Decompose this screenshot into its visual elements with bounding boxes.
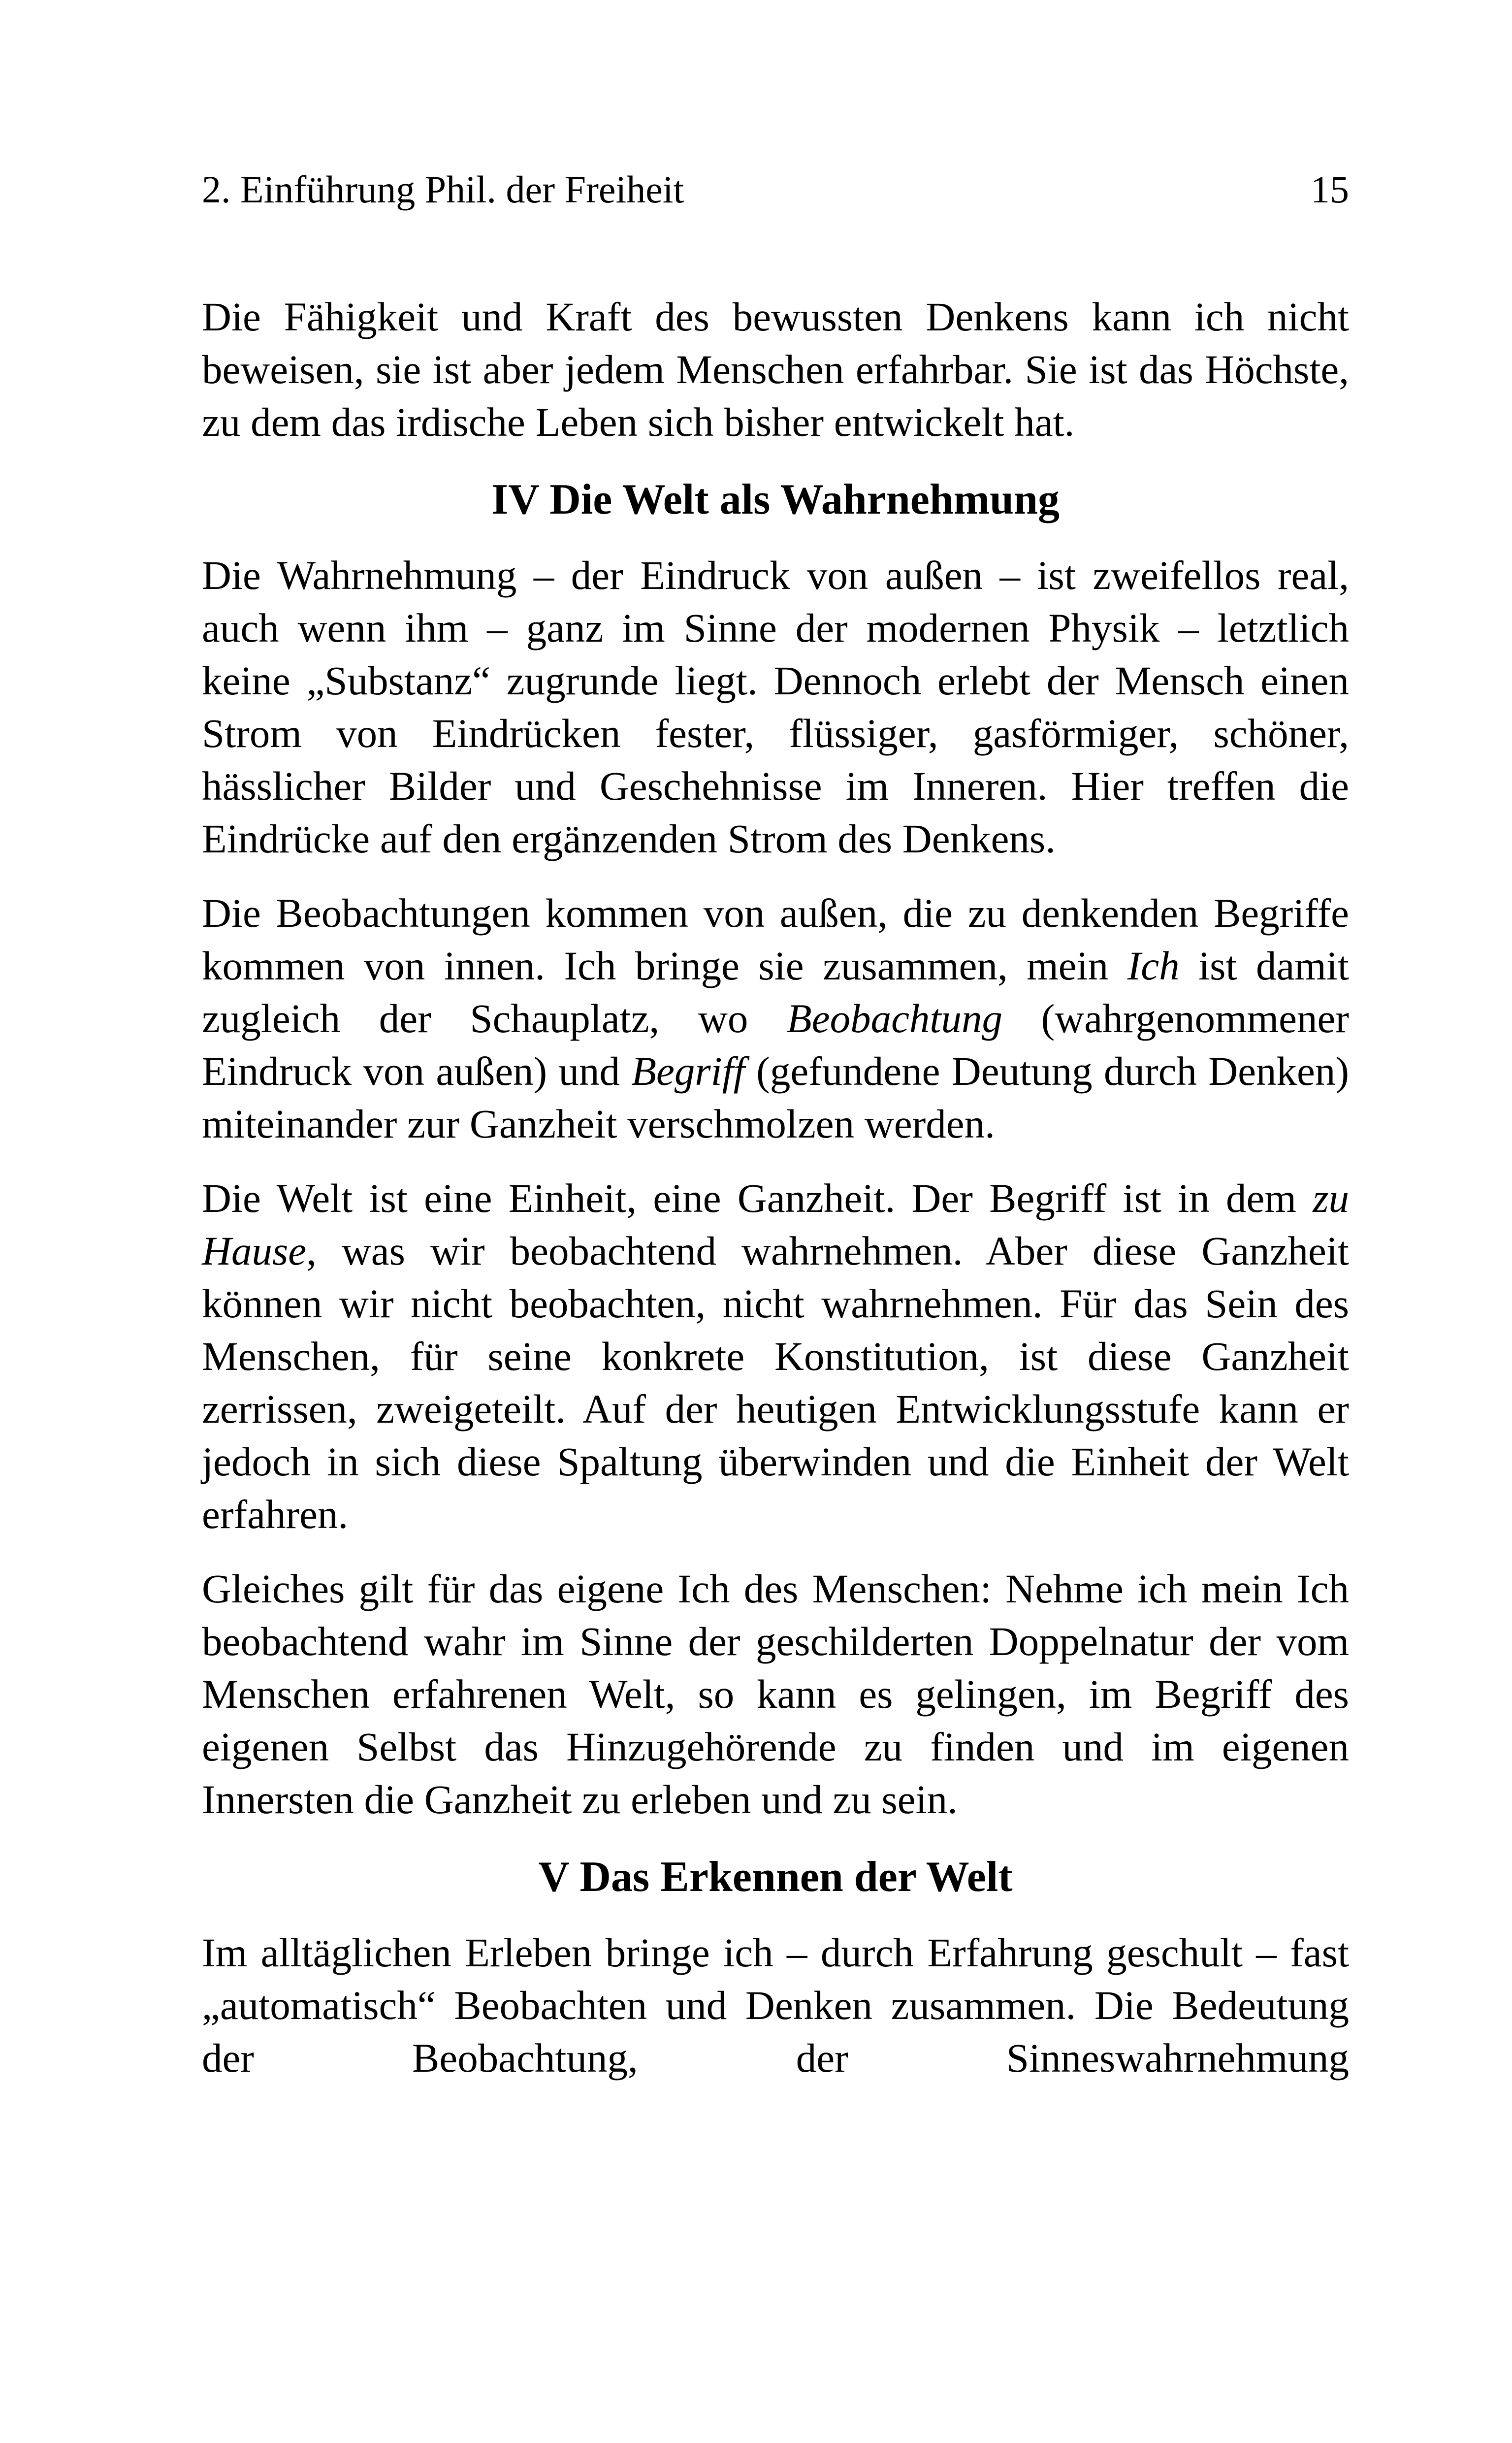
book-page: [202, 163, 1349, 2106]
paragraph-4-text-2: , was wir beobachtend wahrnehmen. Aber diese Ganzheit können wir nicht beobachten, nicht wahrnehmen. Für das Sein des Menschen, für seine konkrete Konstitution, ist diese Ganzheit zerrissen, zweigeteilt. Auf der heutigen Entwicklungsstufe kann er jedoch in sich diese Spaltung überwinden und die Einheit der Welt erfahren.: [202, 1228, 1349, 1537]
section-heading-v: V Das Erkennen der Welt: [538, 1853, 1013, 1901]
paragraph-5: Gleiches gilt für das eigene Ich des Menschen: Nehme ich mein Ich beobachtend wahr im Sinne der geschilderten Doppelnatur der vom Menschen erfahrenen Welt, so kann es gelingen, im Begriff des eigenen Selbst das Hinzugehörende zu finden und im eigenen Innersten die Ganzheit zu erleben und zu sein.: [202, 1566, 1349, 1822]
paragraph-3-italic-begriff: Begriff: [631, 1048, 745, 1094]
page-number: 15: [1311, 168, 1349, 211]
paragraph-3-text-3: (wahrgenommener Eindruck von außen) und: [202, 996, 1349, 1094]
running-header: [202, 163, 1349, 217]
paragraph-2: Die Wahrnehmung – der Eindruck von außen – ist zweifellos real, auch wenn ihm – ganz im Sinne der modernen Physik – letztlich keine „Substanz“ zugrunde liegt. Dennoch erlebt der Mensch einen Strom von Eindrücken fester, flüssiger, gasförmiger, schöner, hässlicher Bilder und Geschehnisse im Inneren. Hier treffen die Eindrücke auf den ergänzenden Strom des Denkens.: [202, 553, 1349, 861]
paragraph-3-text-4: (gefundene Deutung durch Denken) miteinander zur Ganzheit verschmolzen werden.: [202, 1048, 1349, 1146]
paragraph-4: [202, 1172, 1349, 1541]
paragraph-1: Die Fähigkeit und Kraft des bewussten Denkens kann ich nicht beweisen, sie ist aber jedem Menschen erfahrbar. Sie ist das Höchste, zu dem das irdische Leben sich bisher entwickelt hat.: [202, 294, 1349, 445]
paragraph-4-italic-zu-hause: zu Hause: [202, 1175, 1349, 1273]
paragraph-3-italic-beobachtung: Beobachtung: [787, 996, 1002, 1041]
paragraph-3-text-2: ist damit zugleich der Schauplatz, wo: [202, 943, 1349, 1041]
paragraph-3-text-1: Die Beobachtungen kommen von außen, die zu denkenden Begriffe kommen von innen. Ich bringe sie zusammen, mein: [202, 890, 1349, 988]
paragraph-4-text-1: Die Welt ist eine Einheit, eine Ganzheit. Der Begriff ist in dem: [202, 1175, 1313, 1221]
paragraph-6: Im alltäglichen Erleben bringe ich – durch Erfahrung geschult – fast „automatisch“ Beobachten und Denken zusammen. Die Bedeutung der Beobachtung, der Sinneswahrnehmung: [202, 1930, 1349, 2081]
paragraph-3-italic-ich: Ich: [1127, 943, 1180, 988]
paragraph-3: [202, 887, 1349, 1150]
section-heading-iv: IV Die Welt als Wahrnehmung: [491, 476, 1060, 523]
running-title: 2. Einführung Phil. der Freiheit: [202, 168, 684, 211]
